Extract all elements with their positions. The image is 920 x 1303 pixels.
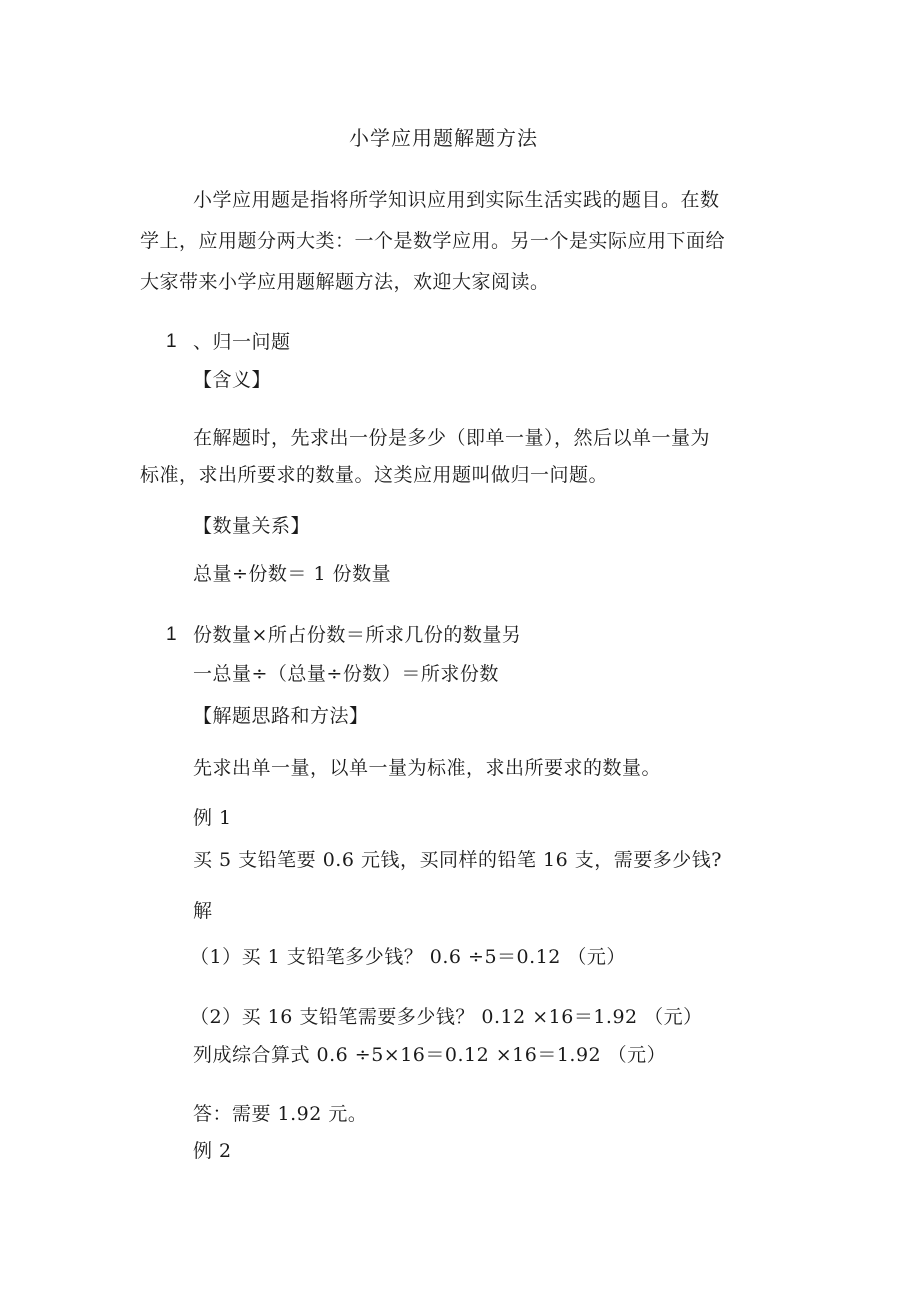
intro-line-3: 大家带来小学应用题解题方法，欢迎大家阅读。: [140, 271, 550, 293]
relation-formula-2-number: 1: [166, 624, 178, 645]
solution-step-1: （1）买 1 支铅笔多少钱？ 0.6 ÷5＝0.12 （元）: [190, 946, 626, 968]
section-heading: 、归一问题: [193, 331, 291, 353]
solution-step-2: （2）买 16 支铅笔需要多少钱？ 0.12 ×16＝1.92 （元）: [190, 1006, 703, 1028]
example-1-question: 买 5 支铅笔要 0.6 元钱，买同样的铅笔 16 支，需要多少钱?: [193, 849, 722, 871]
page-title: 小学应用题解题方法: [349, 126, 538, 150]
intro-line-1: 小学应用题是指将所学知识应用到实际生活实践的题目。在数: [193, 189, 720, 211]
relation-formula-3: 一总量÷（总量÷份数）＝所求份数: [193, 663, 499, 685]
solution-label: 解: [193, 900, 213, 922]
meaning-line-1: 在解题时，先求出一份是多少（即单一量），然后以单一量为: [193, 427, 711, 449]
relation-label: 【数量关系】: [193, 515, 311, 537]
example-1-label: 例 1: [193, 807, 232, 829]
meaning-line-2: 标准，求出所要求的数量。这类应用题叫做归一问题。: [140, 464, 609, 486]
combined-formula: 列成综合算式 0.6 ÷5×16＝0.12 ×16＝1.92 （元）: [193, 1044, 667, 1066]
meaning-label: 【含义】: [193, 369, 272, 391]
method-text: 先求出单一量，以单一量为标准，求出所要求的数量。: [193, 757, 662, 779]
section-number: 1: [166, 331, 178, 352]
relation-formula-1: 总量÷份数＝ 1 份数量: [193, 563, 392, 585]
answer-text: 答：需要 1.92 元。: [193, 1103, 368, 1125]
method-label: 【解题思路和方法】: [193, 705, 369, 727]
intro-line-2: 学上，应用题分两大类：一个是数学应用。另一个是实际应用下面给: [140, 230, 726, 252]
example-2-label: 例 2: [193, 1140, 232, 1162]
relation-formula-2: 份数量×所占份数＝所求几份的数量另: [193, 624, 522, 646]
